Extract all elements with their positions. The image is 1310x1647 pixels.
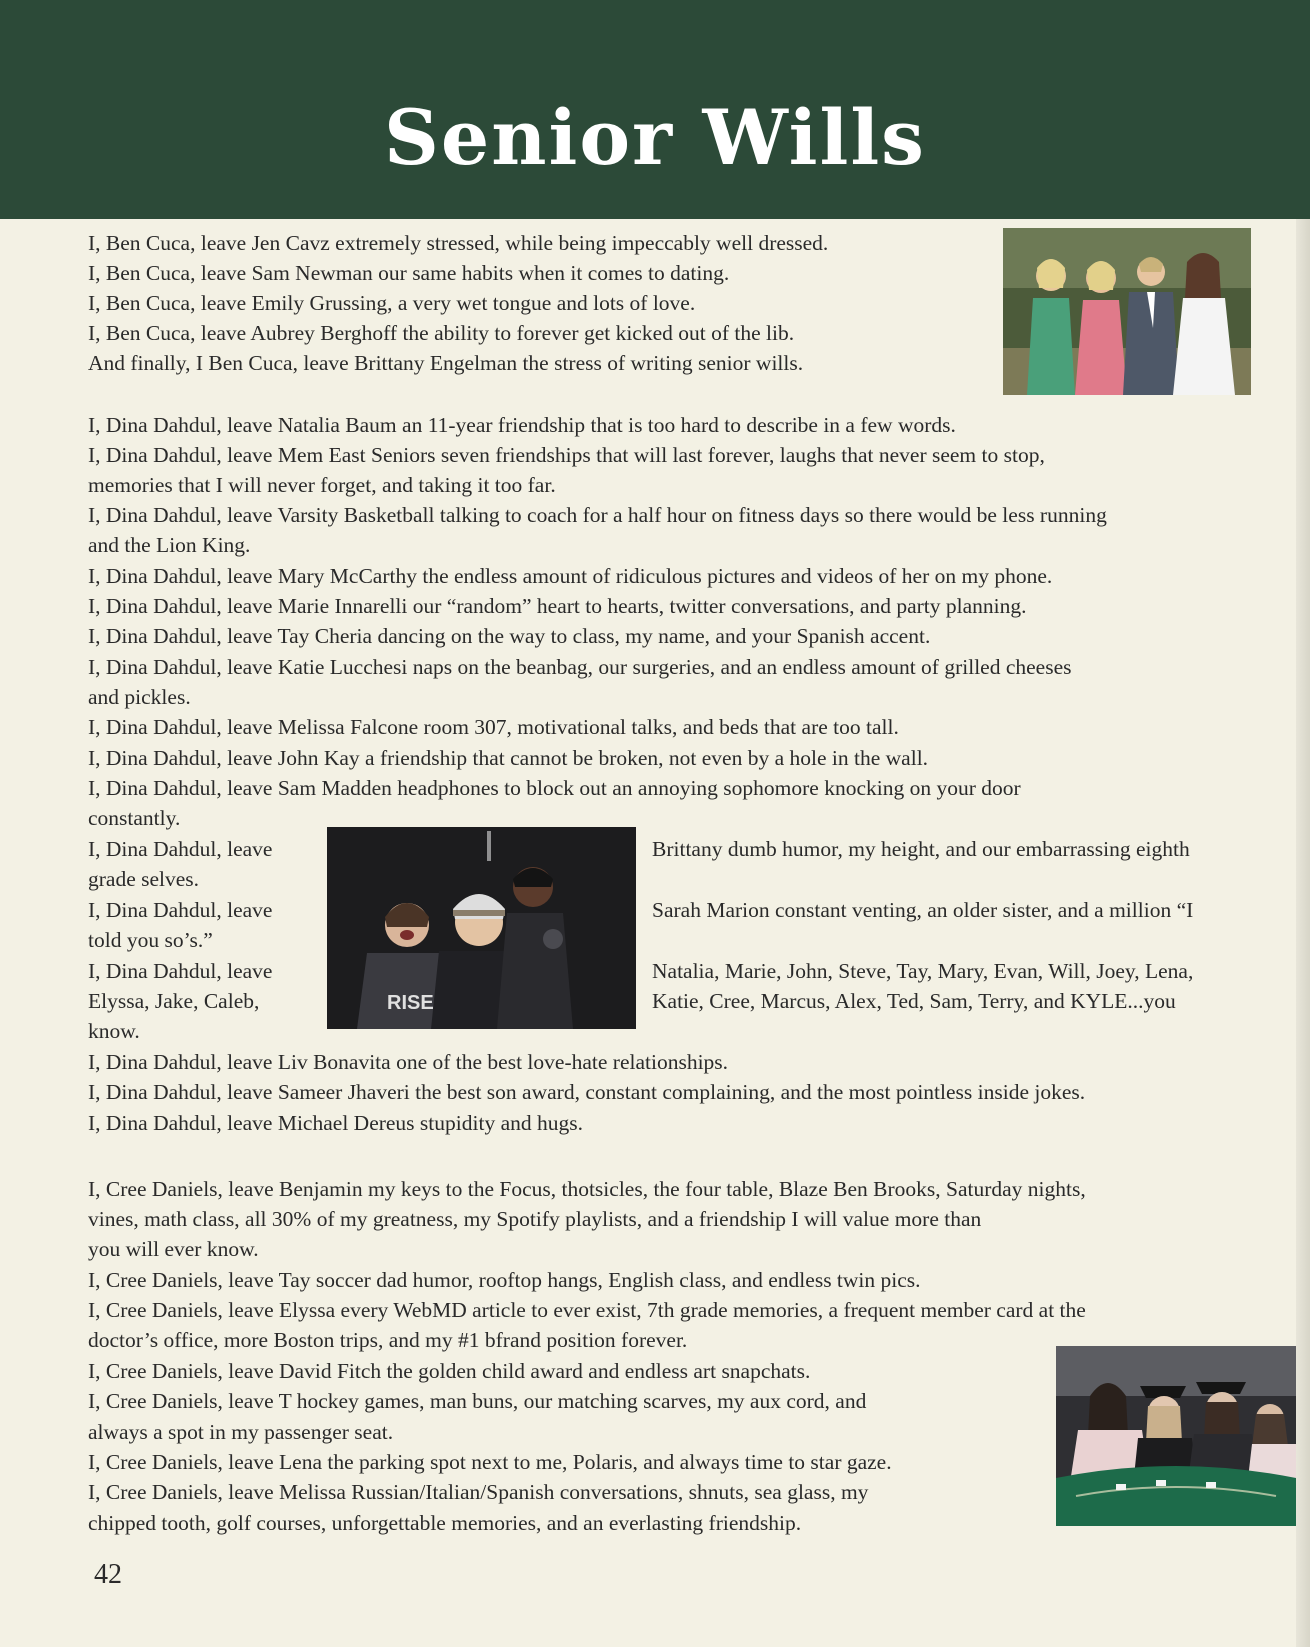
casino-table-icon [1056, 1346, 1296, 1526]
shirt-text: RISE [387, 992, 434, 1014]
will-line: constantly. [88, 806, 181, 830]
casino-table-photo [1056, 1346, 1296, 1526]
will-line: I, Cree Daniels, leave Melissa Russian/Italian/Spanish conversations, shnuts, sea glass, my [88, 1480, 869, 1504]
will-line: I, Dina Dahdul, leave [88, 837, 273, 861]
will-line: I, Dina Dahdul, leave Varsity Basketball talking to coach for a half hour on fitness days so there would be less running [88, 503, 1107, 527]
will-line: I, Ben Cuca, leave Emily Grussing, a very wet tongue and lots of love. [88, 291, 696, 315]
will-line: Brittany dumb humor, my height, and our embarrassing eighth [652, 837, 1190, 861]
will-line: doctor’s office, more Boston trips, and my #1 bfrand position forever. [88, 1328, 688, 1352]
will-line: you will ever know. [88, 1237, 259, 1261]
will-line: Elyssa, Jake, Caleb, [88, 989, 260, 1013]
will-line: always a spot in my passenger seat. [88, 1420, 394, 1444]
will-line: I, Cree Daniels, leave Elyssa every WebMD article to ever exist, 7th grade memories, a frequent member card at the [88, 1298, 1086, 1322]
will-line: and the Lion King. [88, 533, 251, 557]
will-line: And finally, I Ben Cuca, leave Brittany Engelman the stress of writing senior wills. [88, 351, 804, 375]
will-line: chipped tooth, golf courses, unforgettable memories, and an everlasting friendship. [88, 1511, 802, 1535]
will-line: I, Dina Dahdul, leave Natalia Baum an 11-year friendship that is too hard to describe in a few words. [88, 413, 956, 437]
will-line: Katie, Cree, Marcus, Alex, Ted, Sam, Terry, and KYLE...you [652, 989, 1176, 1013]
will-line: I, Dina Dahdul, leave Tay Cheria dancing on the way to class, my name, and your Spanish accent. [88, 624, 931, 648]
page-edge [1296, 219, 1310, 1647]
event-group-icon [327, 827, 636, 1029]
will-line: memories that I will never forget, and taking it too far. [88, 473, 556, 497]
event-group-photo [327, 827, 636, 1029]
will-line: I, Ben Cuca, leave Aubrey Berghoff the ability to forever get kicked out of the lib. [88, 321, 795, 345]
page-header [0, 0, 1310, 219]
will-line: told you so’s.” [88, 928, 213, 952]
will-line: I, Ben Cuca, leave Jen Cavz extremely stressed, while being impeccably well dressed. [88, 231, 829, 255]
will-line: I, Ben Cuca, leave Sam Newman our same habits when it comes to dating. [88, 261, 730, 285]
will-line: I, Dina Dahdul, leave Mary McCarthy the endless amount of ridiculous pictures and videos of her on my phone. [88, 564, 1053, 588]
will-line: know. [88, 1019, 140, 1043]
will-line: I, Cree Daniels, leave Benjamin my keys to the Focus, thotsicles, the four table, Blaze Ben Brooks, Saturday nights, [88, 1177, 1086, 1201]
will-line: vines, math class, all 30% of my greatness, my Spotify playlists, and a friendship I will value more than [88, 1207, 982, 1231]
will-line: I, Dina Dahdul, leave Marie Innarelli our “random” heart to hearts, twitter conversations, and party planning. [88, 594, 1027, 618]
will-line: I, Dina Dahdul, leave Liv Bonavita one of the best love-hate relationships. [88, 1050, 729, 1074]
will-line: I, Dina Dahdul, leave Sameer Jhaveri the best son award, constant complaining, and the most pointless inside jokes. [88, 1080, 1086, 1104]
will-line: Natalia, Marie, John, Steve, Tay, Mary, Evan, Will, Joey, Lena, [652, 959, 1194, 983]
will-line: I, Dina Dahdul, leave Sam Madden headphones to block out an annoying sophomore knocking on your door [88, 776, 1021, 800]
page-title: Senior Wills [384, 93, 926, 182]
page-number: 42 [94, 1559, 122, 1590]
will-line: and pickles. [88, 685, 191, 709]
will-line: I, Dina Dahdul, leave Michael Dereus stupidity and hugs. [88, 1111, 583, 1135]
will-line: Sarah Marion constant venting, an older sister, and a million “I [652, 898, 1194, 922]
will-line: I, Cree Daniels, leave Tay soccer dad humor, rooftop hangs, English class, and endless twin pics. [88, 1268, 921, 1292]
will-line: grade selves. [88, 867, 200, 891]
will-line: I, Cree Daniels, leave Lena the parking spot next to me, Polaris, and always time to star gaze. [88, 1450, 892, 1474]
will-line: I, Cree Daniels, leave T hockey games, man buns, our matching scarves, my aux cord, and [88, 1389, 867, 1413]
will-line: I, Dina Dahdul, leave Katie Lucchesi naps on the beanbag, our surgeries, and an endless amount of grilled cheeses [88, 655, 1072, 679]
formal-group-icon [1003, 228, 1251, 395]
formal-group-photo [1003, 228, 1251, 395]
will-line: I, Dina Dahdul, leave Mem East Seniors seven friendships that will last forever, laughs that never seem to stop, [88, 443, 1045, 467]
will-line: I, Dina Dahdul, leave [88, 898, 273, 922]
will-line: I, Cree Daniels, leave David Fitch the golden child award and endless art snapchats. [88, 1359, 811, 1383]
will-line: I, Dina Dahdul, leave John Kay a friendship that cannot be broken, not even by a hole in the wall. [88, 746, 929, 770]
will-line: I, Dina Dahdul, leave Melissa Falcone room 307, motivational talks, and beds that are too tall. [88, 715, 899, 739]
will-line: I, Dina Dahdul, leave [88, 959, 273, 983]
